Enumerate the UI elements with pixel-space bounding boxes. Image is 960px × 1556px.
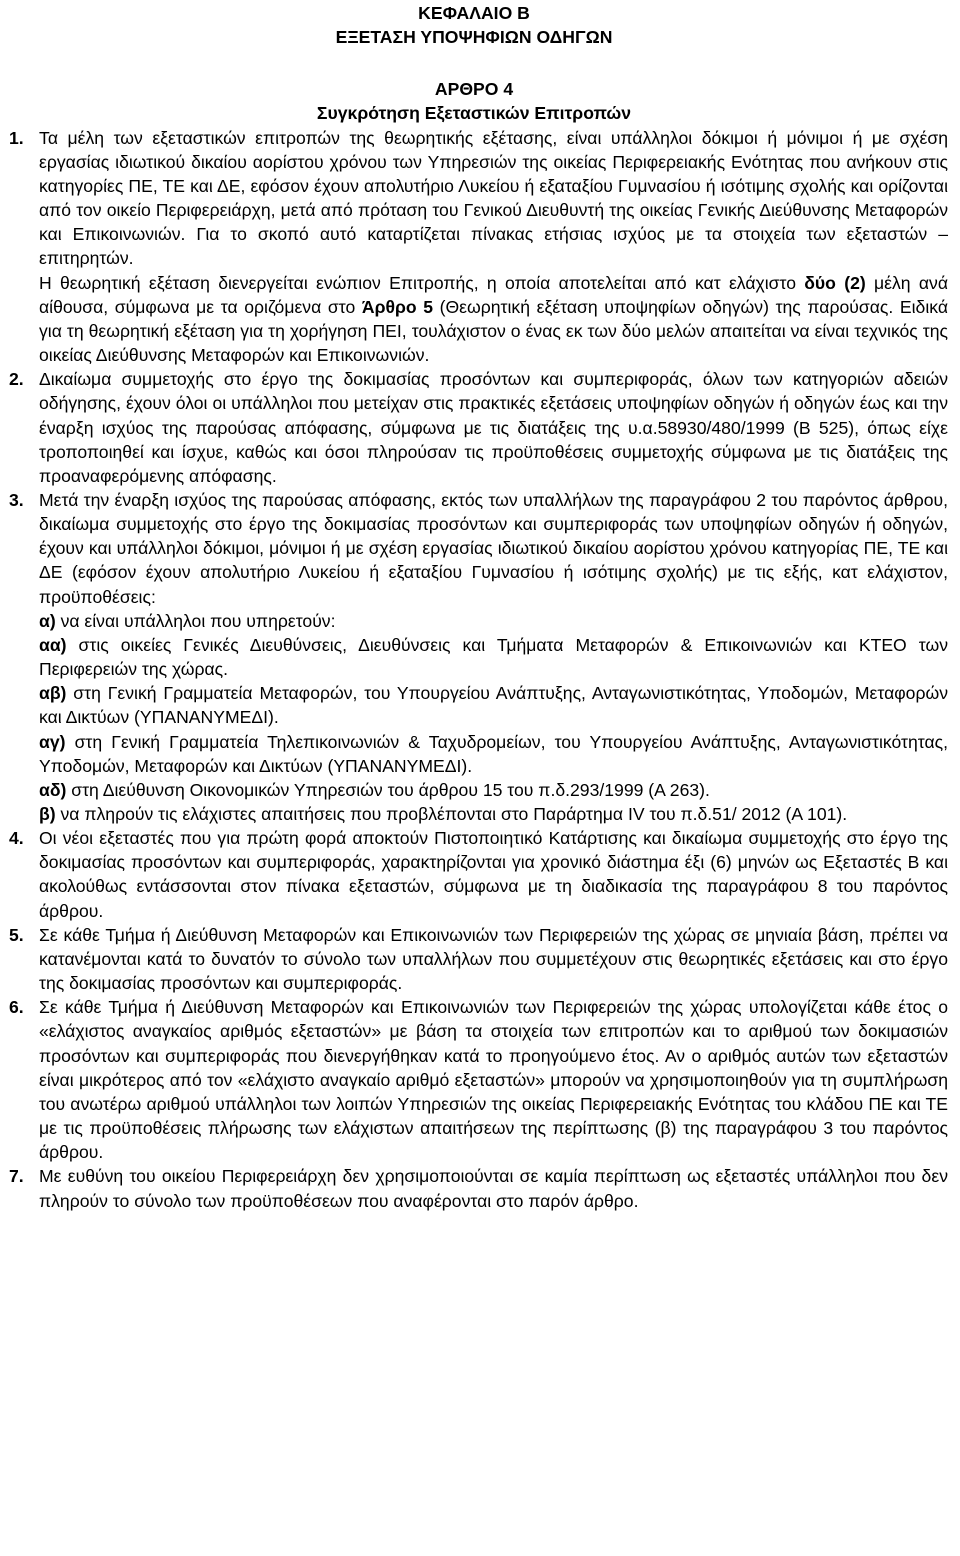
sub-item-text: στη Γενική Γραμματεία Μεταφορών, του Υπουργείου Ανάπτυξης, Ανταγωνιστικότητας, Υποδομών, Μεταφορών και Δικτύων (ΥΠΑΝΑΝΥΜΕΔΙ). <box>39 683 948 728</box>
paragraph-number: 6. <box>9 997 24 1018</box>
paragraph-body <box>39 488 948 826</box>
sub-item-text: να πληρούν τις ελάχιστες απαιτήσεις που προβλέπονται στο Παράρτημα IV του π.δ.51/ 2012 (Α 101). <box>55 804 848 824</box>
sub-item-text: στη Διεύθυνση Οικονομικών Υπηρεσιών του άρθρου 15 του π.δ.293/1999 (Α 263). <box>66 779 710 800</box>
sub-item-label: αβ) <box>39 683 67 704</box>
text-run: (Θεωρητική εξέταση υποψηφίων οδηγών) της παρούσας. Ειδικά για τη θεωρητική εξέταση για τη χορήγηση ΠΕΙ, τουλάχιστον ο ένας εκ των δύο μελών απαιτείται να είναι τεχνικός της οικείας Διεύθυνσης Μεταφορών και Επικοινωνιών. <box>39 296 948 366</box>
paragraph-4 <box>9 826 948 923</box>
paragraph-text: Οι νέοι εξεταστές που για πρώτη φορά αποκτούν Πιστοποιητικό Κατάρτισης και δικαίωμα συμμετοχής στο έργο της δοκιμασίας προσόντων και συμπεριφοράς, χαρακτηρίζονται για χρονικό διάστημα έξι (6) μηνών ως Εξεταστές Β και ακολούθως εντάσσονται στον πίνακα εξεταστών, σύμφωνα με τη διαδικασία της παραγράφου 8 του παρόντος άρθρου. <box>39 828 948 921</box>
paragraph-text: Σε κάθε Τμήμα ή Διεύθυνση Μεταφορών και Επικοινωνιών των Περιφερειών της χώρας σε μηνιαία βάση, πρέπει να κατανέμονται κατά το δυνατόν το σύνολο των υπαλλήλων που συμμετέχουν στις θεωρητικές εξετάσεις και στο έργο της δοκιμασίας προσόντων και συμπεριφοράς. <box>39 924 948 994</box>
sub-item <box>39 681 948 729</box>
paragraph-text: Μετά την έναρξη ισχύος της παρούσας απόφασης, εκτός των υπαλλήλων της παραγράφου 2 του παρόντος άρθρου, δικαίωμα συμμετοχής στο έργο της δοκιμασίας προσόντων και συμπεριφοράς των υποψηφίων οδηγών ή οδηγών, έχουν και υπάλληλοι δόκιμοι, μόνιμοι ή με σχέση εργασίας ιδιωτικού δικαίου αορίστου χρόνου κατηγορίας ΠΕ, ΤΕ και ΔΕ (εφόσον έχουν απολυτήριο Λυκείου ή εξαταξίου Γυμνασίου ή ισότιμης σχολής) με τις εξής, κατ ελάχιστον, προϋποθέσεις: <box>39 489 948 607</box>
article-paragraphs <box>9 126 948 1213</box>
text-run: Η θεωρητική εξέταση διενεργείται ενώπιον Επιτροπής, η οποία αποτελείται από κατ ελάχιστο <box>39 272 805 293</box>
paragraph-body <box>39 367 948 488</box>
paragraph-6 <box>9 995 948 1164</box>
sub-item-label: β) <box>39 804 56 824</box>
chapter-heading: ΚΕΦΑΛΑΙΟ Β <box>418 3 530 23</box>
paragraph-text: Με ευθύνη του οικείου Περιφερειάρχη δεν χρησιμοποιούνται σε καμία περίπτωση ως εξεταστές υπάλληλοι που δεν πληρούν το σύνολο των προϋποθέσεων που αναφέρονται στο παρόν άρθρο. <box>39 1166 948 1211</box>
article-reference: Άρθρο 5 <box>361 296 433 317</box>
sub-item <box>39 778 948 802</box>
paragraph-3 <box>9 488 948 826</box>
sub-item <box>39 802 948 826</box>
paragraph-7 <box>9 1164 948 1212</box>
paragraph-number: 5. <box>9 924 24 945</box>
article-title: Συγκρότηση Εξεταστικών Επιτροπών <box>316 103 632 124</box>
paragraph-number: 1. <box>9 127 24 148</box>
sub-item <box>39 730 948 778</box>
sub-item <box>39 609 948 633</box>
sub-item <box>39 633 948 681</box>
sub-item-label: α) <box>39 610 56 631</box>
paragraph-text-continued <box>39 271 948 368</box>
paragraph-number: 2. <box>9 369 24 390</box>
sub-item-label: αγ) <box>39 731 66 752</box>
paragraph-body <box>39 126 948 368</box>
text-run: μέλη ανά αίθουσα, σύμφωνα με τα οριζόμενα στο <box>39 272 948 317</box>
article-heading: ΑΡΘΡΟ 4 <box>434 79 514 100</box>
paragraph-number: 7. <box>9 1166 24 1187</box>
paragraph-1 <box>9 126 948 368</box>
paragraph-body <box>39 826 948 923</box>
header-spacer <box>9 49 952 77</box>
paragraph-number: 3. <box>9 489 24 510</box>
paragraph-body <box>39 1164 948 1212</box>
paragraph-text: Σε κάθε Τμήμα ή Διεύθυνση Μεταφορών και Επικοινωνιών των Περιφερειών της χώρας υπολογίζεται κάθε έτος ο «ελάχιστος αναγκαίος αριθμός εξεταστών» με βάση τα στοιχεία των επιτροπών και το αριθμού των δοκιμασιών προσόντων και συμπεριφοράς που διενεργήθηκαν κατά το προηγούμενο έτος. Αν ο αριθμός αυτών των εξεταστών είναι μικρότερος από τον «ελάχιστο αναγκαίο αριθμό εξεταστών» μπορούν να χρησιμοποιηθούν για τη συμπλήρωση του ανωτέρω αριθμού υπάλληλοι των λοιπών Υπηρεσιών της οικείας Περιφερειακής Ενότητας του κλάδου ΠΕ και ΤΕ με τις προϋποθέσεις πλήρωσης των ελάχιστων απαιτήσεων της περίπτωσης (β) της παραγράφου 3 του παρόντος άρθρου. <box>39 997 948 1163</box>
sub-item-text: στη Γενική Γραμματεία Τηλεπικοινωνιών & Ταχυδρομείων, του Υπουργείου Ανάπτυξης, Ανταγωνιστικότητας, Υποδομών, Μεταφορών και Δικτύων (ΥΠΑΝΑΝΥΜΕΔΙ). <box>39 731 948 776</box>
sub-item-label: αα) <box>39 634 67 655</box>
paragraph-body <box>39 923 948 995</box>
sub-item-label: αδ) <box>39 779 67 800</box>
paragraph-2 <box>9 367 948 488</box>
sub-item-text: να είναι υπάλληλοι που υπηρετούν: <box>55 610 336 631</box>
bold-text: δύο (2) <box>804 272 866 293</box>
paragraph-number: 4. <box>9 828 24 849</box>
paragraph-5 <box>9 923 948 995</box>
paragraph-body <box>39 995 948 1164</box>
paragraph-text: Τα μέλη των εξεταστικών επιτροπών της θεωρητικής εξέτασης, είναι υπάλληλοι δόκιμοι ή μόνιμοι ή με σχέση εργασίας ιδιωτικού δικαίου αορίστου χρόνου των Υπηρεσιών της οικείας Περιφερειακής Ενότητας που ανήκουν στις κατηγορίες ΠΕ, ΤΕ και ΔΕ, εφόσον έχουν απολυτήριο Λυκείου ή εξαταξίου Γυμνασίου ή ισότιμης σχολής και ορίζονται από τον οικείο Περιφερειάρχη, μετά από πρόταση του Γενικού Διευθυντή της οικείας Γενικής Διεύθυνσης Μεταφορών και Επικοινωνιών. Για το σκοπό αυτό καταρτίζεται πίνακας ετήσιας ισχύος με τα στοιχεία των εξεταστών – επιτηρητών. <box>39 127 948 269</box>
paragraph-text: Δικαίωμα συμμετοχής στο έργο της δοκιμασίας προσόντων και συμπεριφοράς, όλων των κατηγοριών αδειών οδήγησης, έχουν όλοι οι υπάλληλοι που μετείχαν στις πρακτικές εξετάσεις υποψηφίων οδηγών ή οδηγών έως και την έναρξη ισχύος της παρούσας απόφασης, σύμφωνα με τις διατάξεις της υ.α.58930/480/1999 (Β 525), όπως είχε τροποποιηθεί και ίσχυε, καθώς και όσοι πληρούσαν τις προϋποθέσεις συμμετοχής σύμφωνα με τις διατάξεις της προαναφερόμενης απόφασης. <box>39 369 948 486</box>
sub-item-text: στις οικείες Γενικές Διευθύνσεις, Διευθύνσεις και Τμήματα Μεταφορών & Επικοινωνιών και ΚΤΕΟ των Περιφερειών της χώρας. <box>39 634 948 680</box>
chapter-title: ΕΞΕΤΑΣΗ ΥΠΟΨΗΦΙΩΝ ΟΔΗΓΩΝ <box>335 27 613 48</box>
